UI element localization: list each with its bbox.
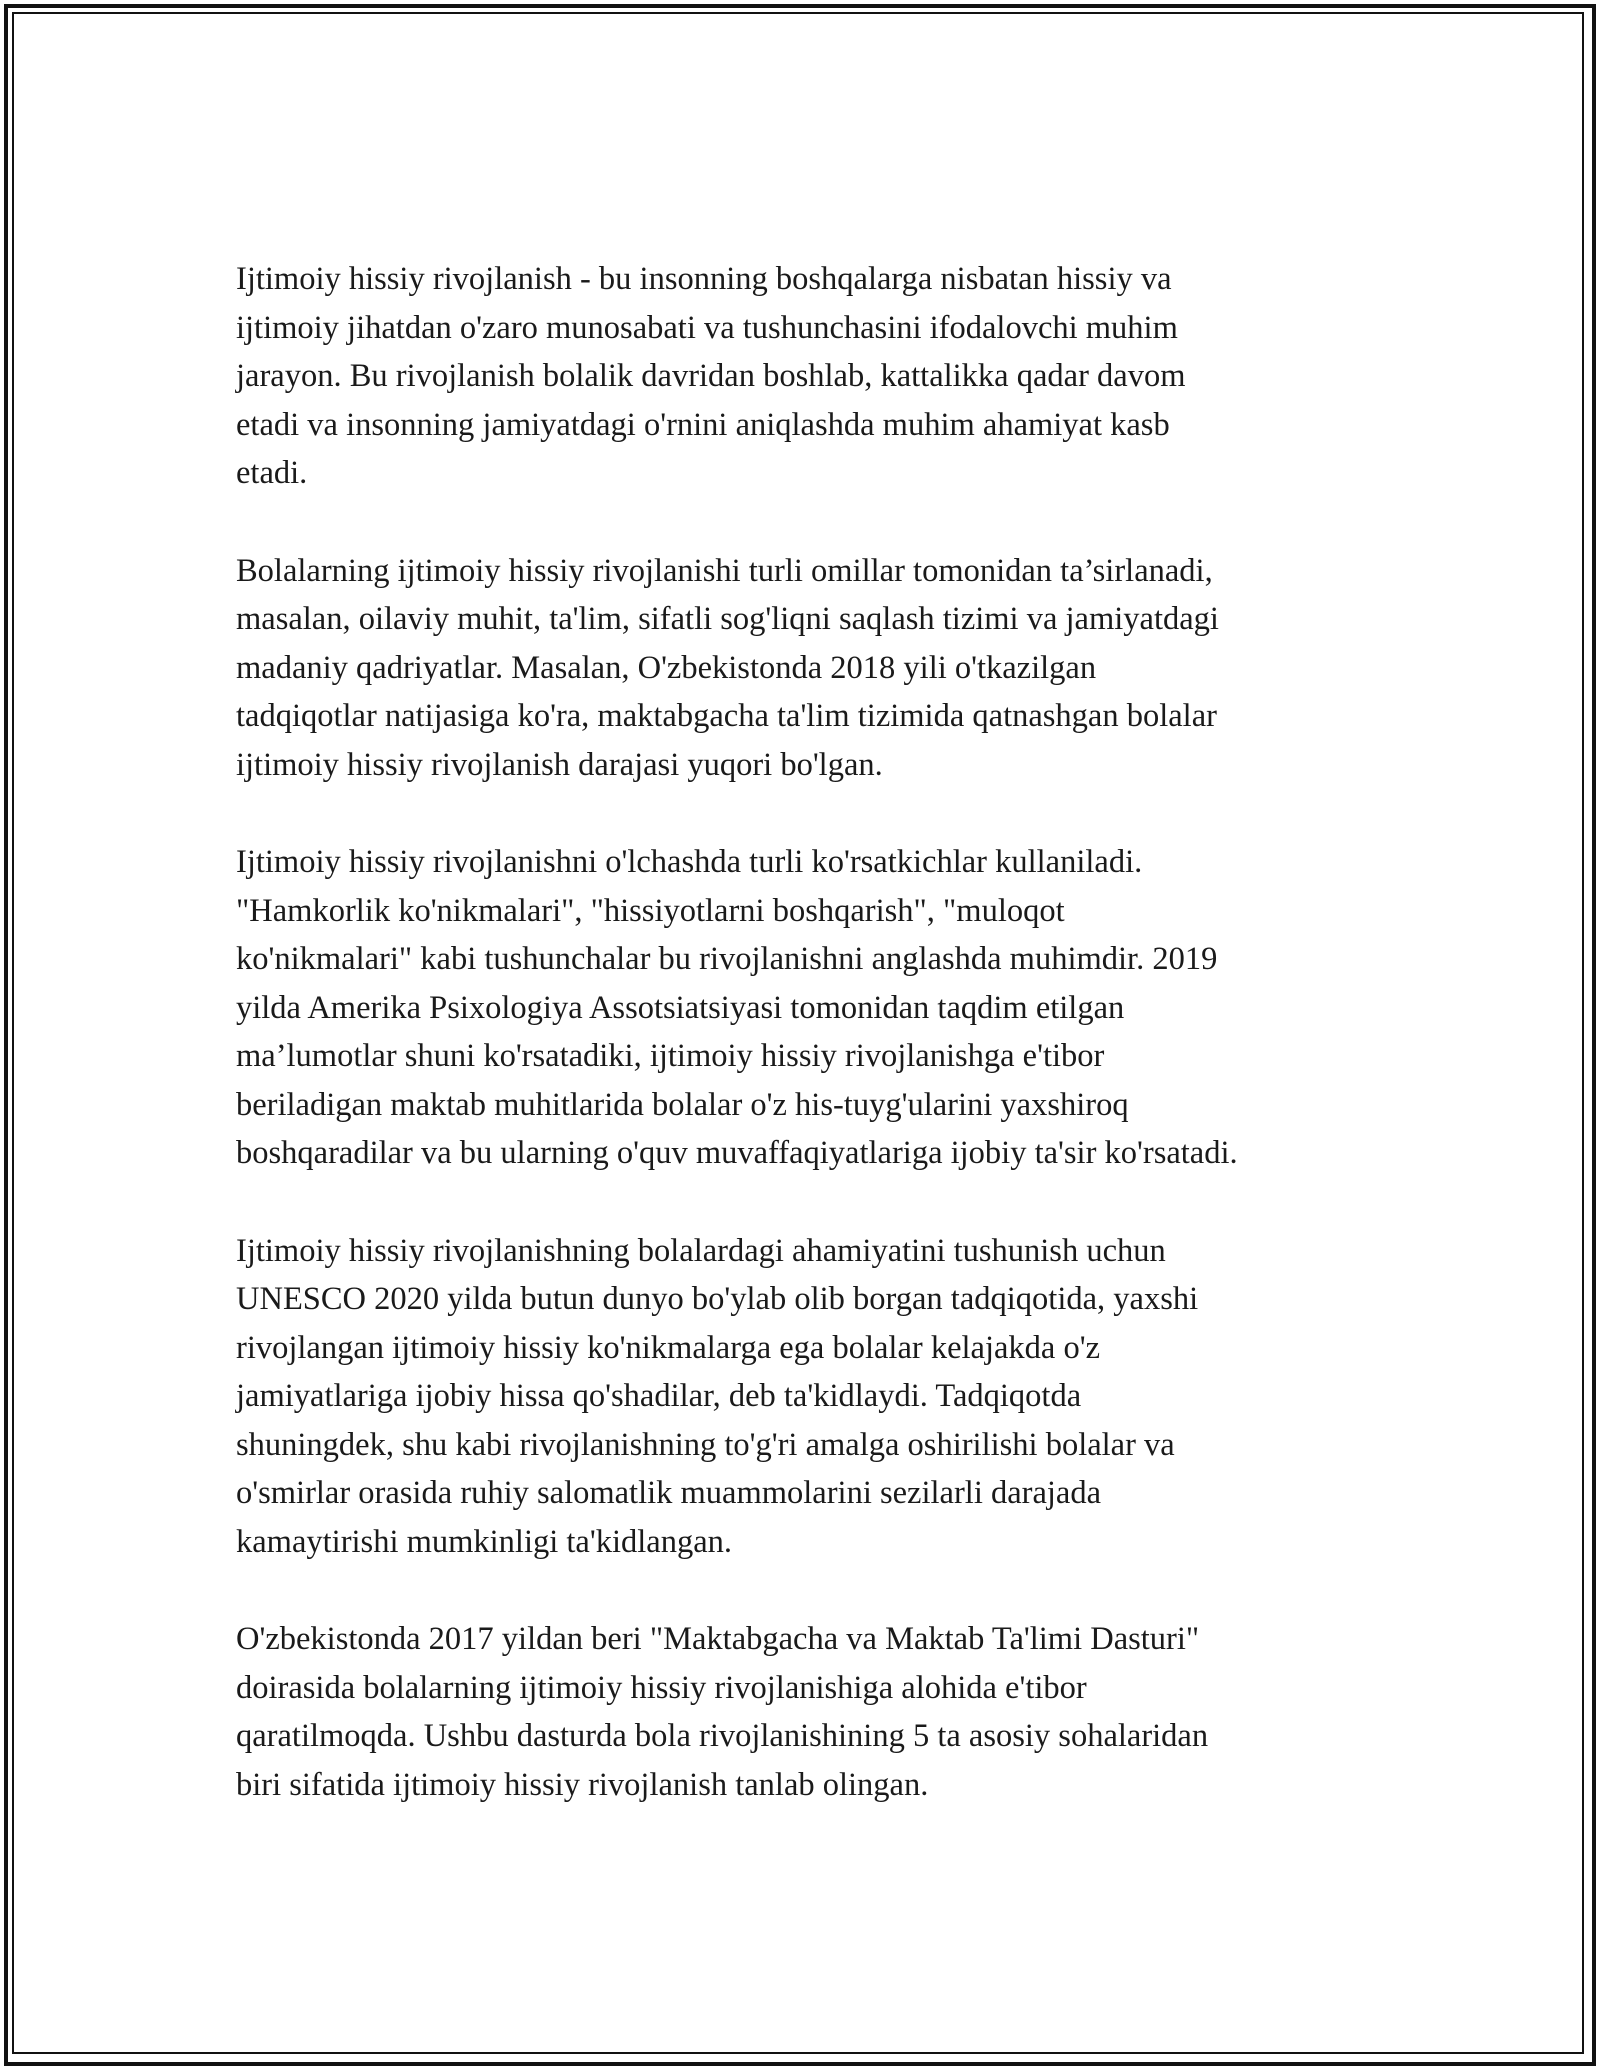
text-line: ijtimoiy hissiy rivojlanish darajasi yuqori bo'lgan. <box>236 746 883 783</box>
text-line: biri sifatida ijtimoiy hissiy rivojlanish tanlab olingan. <box>236 1766 929 1803</box>
text-line: doirasida bolalarning ijtimoiy hissiy rivojlanishiga alohida e'tibor <box>236 1669 1087 1706</box>
text-line: UNESCO 2020 yilda butun dunyo bo'ylab olib borgan tadqiqotida, yaxshi <box>236 1281 1199 1317</box>
text-line: rivojlangan ijtimoiy hissiy ko'nikmalarga ega bolalar kelajakda o'z <box>236 1329 1100 1366</box>
text-line: kamaytirishi mumkinligi ta'kidlangan. <box>236 1523 732 1560</box>
text-line: etadi va insonning jamiyatdagi o'rnini aniqlashda muhim ahamiyat kasb <box>236 406 1170 443</box>
text-line: Bolalarning ijtimoiy hissiy rivojlanishi turli omillar tomonidan ta’sirlanadi, <box>236 552 1213 589</box>
paragraph-1 <box>236 255 1396 498</box>
text-line: o'smirlar orasida ruhiy salomatlik muammolarini sezilarli darajada <box>236 1475 1102 1511</box>
text-line: ma’lumotlar shuni ko'rsatadiki, ijtimoiy hissiy rivojlanishga e'tibor <box>236 1038 1105 1074</box>
text-line: Ijtimoiy hissiy rivojlanishni o'lchashda turli ko'rsatkichlar kullaniladi. <box>236 844 1143 880</box>
document-body <box>236 255 1396 1858</box>
text-line: jarayon. Bu rivojlanish bolalik davridan boshlab, kattalikka qadar davom <box>236 358 1186 394</box>
text-line: shuningdek, shu kabi rivojlanishning to'g'ri amalga oshirilishi bolalar va <box>236 1426 1175 1463</box>
text-line: ijtimoiy jihatdan o'zaro munosabati va tushunchasini ifodalovchi muhim <box>236 309 1178 346</box>
text-line: boshqaradilar va bu ularning o'quv muvaffaqiyatlariga ijobiy ta'sir ko'rsatadi. <box>236 1135 1238 1171</box>
text-line: O'zbekistonda 2017 yildan beri "Maktabgacha va Maktab Ta'limi Dasturi" <box>236 1621 1200 1657</box>
text-line: etadi. <box>236 455 308 491</box>
text-line: beriladigan maktab muhitlarida bolalar o'z his-tuyg'ularini yaxshiroq <box>236 1086 1129 1123</box>
text-line: jamiyatlariga ijobiy hissa qo'shadilar, deb ta'kidlaydi. Tadqiqotda <box>236 1378 1082 1414</box>
paragraph-4 <box>236 1227 1396 1567</box>
text-line: ko'nikmalari" kabi tushunchalar bu rivojlanishni anglashda muhimdir. 2019 <box>236 941 1218 977</box>
text-line: Ijtimoiy hissiy rivojlanish - bu insonning boshqalarga nisbatan hissiy va <box>236 261 1172 297</box>
text-line: qaratilmoqda. Ushbu dasturda bola rivojlanishining 5 ta asosiy sohalaridan <box>236 1718 1209 1754</box>
paragraph-3 <box>236 838 1396 1178</box>
text-line: tadqiqotlar natijasiga ko'ra, maktabgacha ta'lim tizimida qatnashgan bolalar <box>236 698 1217 734</box>
text-line: "Hamkorlik ko'nikmalari", "hissiyotlarni boshqarish", "muloqot <box>236 892 1065 929</box>
text-line: Ijtimoiy hissiy rivojlanishning bolalardagi ahamiyatini tushunish uchun <box>236 1232 1166 1269</box>
paragraph-5 <box>236 1615 1396 1809</box>
text-line: yilda Amerika Psixologiya Assotsiatsiyasi tomonidan taqdim etilgan <box>236 989 1125 1026</box>
paragraph-2 <box>236 547 1396 790</box>
text-line: masalan, oilaviy muhit, ta'lim, sifatli sog'liqni saqlash tizimi va jamiyatdagi <box>236 601 1219 637</box>
text-line: madaniy qadriyatlar. Masalan, O'zbekistonda 2018 yili o'tkazilgan <box>236 649 1097 686</box>
